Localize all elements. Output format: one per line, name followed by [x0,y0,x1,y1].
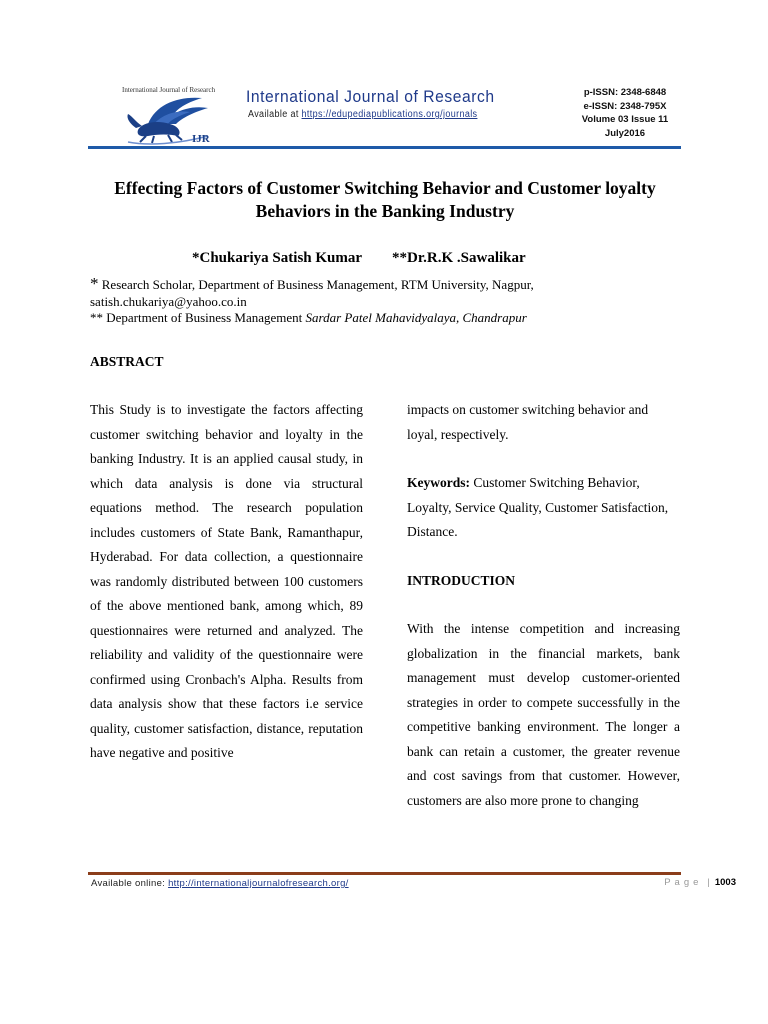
author-2: **Dr.R.K .Sawalikar [392,250,526,266]
right-column [407,398,680,813]
page-separator: | [707,877,710,888]
affiliation-1 [90,276,690,310]
keywords-text: Customer Switching Behavior, Loyalty, Service Quality, Customer Satisfaction, Distance. [407,475,669,539]
keywords-label: Keywords: [407,475,470,490]
author-1: *Chukariya Satish Kumar [192,250,363,266]
page-number: 1003 [714,877,736,888]
page-number-block [664,877,736,888]
affiliations [90,276,690,327]
abstract-continuation: impacts on customer switching behavior and loyal, respectively. [407,402,649,442]
introduction-body: With the intense competition and increasing globalization in the financial markets, bank management must develop customer-oriented strategies in order to compete successfully in the competitive banking environment. The longer a bank can retain a customer, the greater revenue and cost savings from that customer. However, customers are also more prone to changing [407,621,680,808]
logo-abbr: IJR [192,133,210,145]
footer-divider [88,872,681,875]
author-line [192,250,526,267]
journal-link[interactable]: https://edupediapublications.org/journals [301,109,478,120]
footer-prefix: Available online: [91,878,169,889]
paper-title: Effecting Factors of Customer Switching Behavior and Customer loyalty Behaviors in the Banking Industry [114,178,656,221]
affiliation-2 [90,310,690,327]
availability-prefix: Available at [248,109,302,120]
journal-availability [248,109,477,120]
issue-date: July2016 [604,127,646,139]
introduction-heading: INTRODUCTION [407,572,516,588]
e-issn: e-ISSN: 2348-795X [583,100,667,112]
footer-availability [91,878,349,889]
abstract-body: This Study is to investigate the factors affecting customer switching behavior and loyalty in the banking Industry. It is an applied causal study, in which data analysis is done via structural equations method. The research population includes customers of State Bank, Ramanthapur, Hyderabad. For data collection, a questionnaire was randomly distributed between 100 customers of the above mentioned bank, among which, 89 questionnaires were returned and analyzed. The reliability and validity of the questionnaire were confirmed using Cronbach's Alpha. Results from data analysis show that these factors i.e service quality, customer satisfaction, distance, reputation have negative and positive [90,402,363,760]
abstract-heading: ABSTRACT [90,354,164,369]
logo-caption: International Journal of Research [122,86,216,94]
header-divider [88,146,681,149]
footer-link[interactable]: http://internationaljournalofresearch.org/ [168,878,349,889]
issn-block [570,86,680,140]
affiliation-star: * [90,274,99,293]
affiliation-1-text: Research Scholar, Department of Business Management, RTM University, Nagpur, satish.chukariya@yahoo.co.in [90,277,534,309]
volume-issue: Volume 03 Issue 11 [581,114,669,125]
affiliation-2-institution: Sardar Patel Mahavidyalaya, Chandrapur [305,310,527,325]
affiliation-2-text: ** Department of Business Management [90,310,306,325]
page-label: Page [664,877,703,888]
p-issn: p-ISSN: 2348-6848 [583,87,667,98]
keywords-paragraph [407,471,680,545]
left-column [90,398,363,766]
journal-title: International Journal of Research [246,87,495,106]
